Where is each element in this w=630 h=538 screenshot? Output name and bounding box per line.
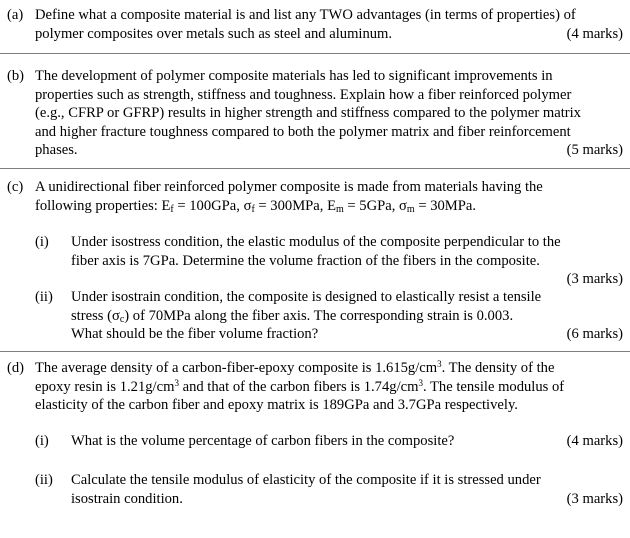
question-d-ii-marks: (3 marks) — [566, 490, 623, 507]
sc-subscript: c — [119, 313, 125, 325]
question-c-i-label: (i) — [35, 234, 49, 250]
question-d-i — [35, 432, 623, 451]
stress-prefix: stress (σ — [71, 307, 120, 324]
ef-value: = 100GPa, σ — [173, 197, 252, 214]
question-d-label: (d) — [7, 360, 25, 376]
properties-prefix: following properties: E — [35, 197, 171, 214]
question-c — [7, 178, 623, 215]
question-c-label: (c) — [7, 179, 24, 195]
section-divider — [0, 351, 630, 352]
question-b-marks: (5 marks) — [566, 142, 623, 159]
question-c-i-marks: (3 marks) — [566, 271, 623, 288]
sm-value: = 30MPa. — [414, 197, 477, 214]
density-text-3: epoxy resin is 1.21g/cm — [35, 378, 175, 395]
question-c-ii-line-1: Under isostrain condition, the composite is designed to elastically resist a tensile — [71, 289, 542, 305]
question-d-line-1 — [35, 359, 623, 378]
question-b-line-1: The development of polymer composite materials has led to significant improvements in — [35, 68, 553, 84]
question-d-line-3: elasticity of the carbon fiber and epoxy matrix is 189GPa and 3.7GPa respectively. — [35, 397, 518, 414]
question-c-i-line-1: Under isostress condition, the elastic modulus of the composite perpendicular to the — [71, 234, 561, 250]
question-c-ii — [35, 288, 623, 344]
cubed-superscript: 3 — [174, 377, 179, 388]
section-divider — [0, 168, 630, 169]
question-a — [7, 6, 623, 43]
density-text-4: and that of the carbon fibers is 1.74g/cm — [178, 378, 419, 395]
em-value: = 5GPa, σ — [343, 197, 407, 214]
question-b-line-2: properties such as strength, stiffness and toughness. Explain how a fiber reinforced polymer — [35, 86, 572, 103]
cubed-superscript: 3 — [437, 359, 442, 369]
cubed-superscript: 3 — [418, 377, 423, 388]
question-c-ii-line-3: What should be the fiber volume fraction? — [71, 326, 319, 343]
question-c-ii-line-2 — [71, 307, 623, 326]
question-d — [7, 359, 623, 415]
question-d-ii-label: (ii) — [35, 472, 53, 488]
question-a-marks: (4 marks) — [566, 25, 623, 42]
question-a-label: (a) — [7, 7, 24, 23]
question-b-label: (b) — [7, 68, 25, 84]
question-d-i-marks: (4 marks) — [566, 433, 623, 449]
question-c-properties-line — [35, 197, 623, 216]
question-d-line-2 — [35, 378, 623, 397]
question-c-ii-label: (ii) — [35, 289, 53, 305]
density-text-2: . The density of the — [441, 360, 555, 376]
stress-suffix: ) of 70MPa along the fiber axis. The corresponding strain is 0.003. — [124, 307, 514, 324]
question-a-line-2: polymer composites over metals such as steel and aluminum. — [35, 25, 393, 42]
question-d-ii-line-1: Calculate the tensile modulus of elasticity of the composite if it is stressed under — [71, 472, 541, 488]
section-divider — [0, 53, 630, 54]
density-text-5: . The tensile modulus of — [422, 378, 565, 395]
question-d-ii-line-2: isostrain condition. — [71, 490, 183, 507]
ef-subscript: f — [170, 203, 174, 215]
question-a-line-1: Define what a composite material is and list any TWO advantages (in terms of properties) of — [35, 7, 576, 23]
question-d-ii — [35, 471, 623, 508]
question-d-i-label: (i) — [35, 433, 49, 449]
sm-subscript: m — [406, 203, 415, 215]
question-b-line-4: and higher fracture toughness compared to both the polymer matrix and fiber reinforcement — [35, 123, 571, 140]
density-text-1: The average density of a carbon-fiber-epoxy composite is 1.615g/cm — [35, 360, 438, 376]
question-c-i — [35, 233, 623, 289]
question-b-line-3: (e.g., CFRP or GFRP) results in higher strength and stiffness compared to the polymer matrix — [35, 105, 581, 122]
question-b — [7, 67, 623, 160]
question-c-ii-marks: (6 marks) — [566, 326, 623, 343]
sf-value: = 300MPa, E — [254, 197, 336, 214]
question-c-line-1: A unidirectional fiber reinforced polymer composite is made from materials having the — [35, 179, 543, 195]
em-subscript: m — [335, 203, 344, 215]
question-c-i-line-2: fiber axis is 7GPa. Determine the volume fraction of the fibers in the composite. — [71, 252, 540, 269]
sf-subscript: f — [251, 203, 255, 215]
question-b-line-5: phases. — [35, 142, 78, 159]
question-d-i-text: What is the volume percentage of carbon fibers in the composite? — [71, 433, 455, 449]
